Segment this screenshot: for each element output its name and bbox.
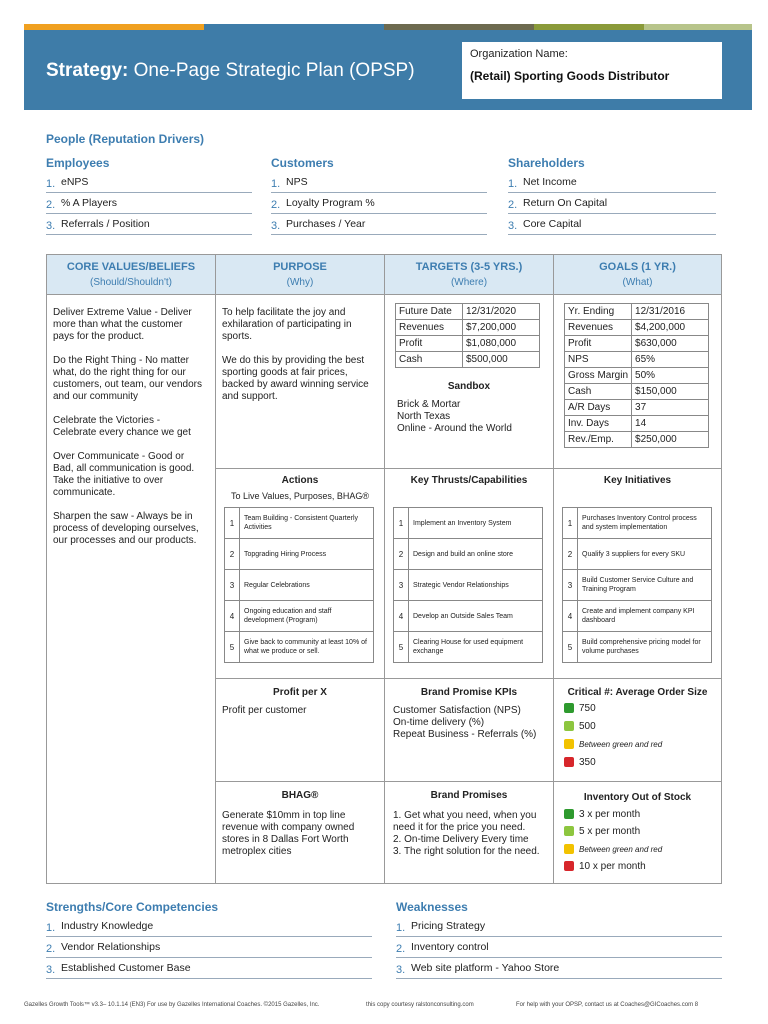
targets-table xyxy=(395,303,540,368)
title-rest: One-Page Strategic Plan (OPSP) xyxy=(128,60,415,81)
inventory-cell xyxy=(554,782,721,883)
table-row: A/R Days 37 xyxy=(565,400,709,416)
header-goals: GOALS (1 YR.) (What) xyxy=(554,255,721,295)
strengths-item-2: 2. Vendor Relationships xyxy=(46,939,372,958)
brand-promises-text: 1. Get what you need, when you need it for the price you need. 2. On-time Delivery Every time 3. The right solution for the need. xyxy=(393,810,540,857)
sandbox-title: Sandbox xyxy=(447,381,491,392)
header-targets: TARGETS (3-5 YRS.) (Where) xyxy=(385,255,554,295)
profit-per-x-title: Profit per X xyxy=(273,687,327,698)
critical-number-cell xyxy=(554,679,721,782)
purpose-text: To help facilitate the joy and exhilaration of participating in sports. We do this by providing the best sporting goods at fair prices, backed by award winning service and support. xyxy=(222,307,369,402)
table-row: Revenues $4,200,000 xyxy=(565,320,709,336)
table-row: Yr. Ending 12/31/2016 xyxy=(565,304,709,320)
table-row: NPS 65% xyxy=(565,352,709,368)
critical-level-3: Between green and red xyxy=(564,739,662,750)
table-row: Inv. Days 14 xyxy=(565,416,709,432)
list-item: 1 Purchases Inventory Control process and system implementation xyxy=(563,508,712,539)
critical-level-2: 500 xyxy=(564,721,596,732)
organization-box xyxy=(462,42,722,99)
footer-middle: this copy courtesy ralstonconsulting.com xyxy=(366,1002,474,1008)
initiatives-cell xyxy=(554,469,721,679)
list-item: 3 Build Customer Service Culture and Training Program xyxy=(563,570,712,601)
thrusts-title: Key Thrusts/Capabilities xyxy=(410,475,528,486)
core-values-cell xyxy=(47,295,216,883)
customers-item-2: 2. Loyalty Program % xyxy=(271,195,487,214)
bhag-title: BHAG® xyxy=(281,790,319,801)
table-row: Profit $1,080,000 xyxy=(396,336,540,352)
actions-title: Actions xyxy=(281,475,319,486)
critical-level-1: 750 xyxy=(564,703,596,714)
actions-cell xyxy=(216,469,385,679)
strengths-item-3: 3. Established Customer Base xyxy=(46,960,372,979)
list-item: 2 Design and build an online store xyxy=(394,539,543,570)
footer-right: For help with your OPSP, contact us at Coaches@GICoaches.com 8 xyxy=(516,1002,699,1008)
list-item: 5 Give back to community at least 10% of what we produce or sell. xyxy=(225,632,374,663)
shareholders-title: Shareholders xyxy=(508,156,585,170)
list-item: 4 Create and implement company KPI dashboard xyxy=(563,601,712,632)
employees-item-1: 1. eNPS xyxy=(46,174,252,193)
shareholders-item-2: 2. Return On Capital xyxy=(508,195,716,214)
brand-kpis-text: Customer Satisfaction (NPS) On-time delivery (%) Repeat Business - Referrals (%) xyxy=(393,705,537,740)
list-item: 2 Qualify 3 suppliers for every SKU xyxy=(563,539,712,570)
table-row: Revenues $7,200,000 xyxy=(396,320,540,336)
list-item: 3 Strategic Vendor Relationships xyxy=(394,570,543,601)
table-row: Future Date 12/31/2020 xyxy=(396,304,540,320)
weaknesses-title: Weaknesses xyxy=(396,900,468,914)
initiatives-list xyxy=(562,507,712,663)
bhag-cell xyxy=(216,782,385,883)
title-bold: Strategy: xyxy=(46,60,129,81)
employees-item-3: 3. Referrals / Position xyxy=(46,216,252,235)
yellow-status-icon xyxy=(564,739,574,749)
inventory-level-2: 5 x per month xyxy=(564,826,640,837)
list-item: 4 Ongoing education and staff development (Program) xyxy=(225,601,374,632)
table-row: Rev./Emp. $250,000 xyxy=(565,432,709,448)
weaknesses-item-2: 2. Inventory control xyxy=(396,939,722,958)
table-row: Profit $630,000 xyxy=(565,336,709,352)
light-green-status-icon xyxy=(564,826,574,836)
brand-kpis-cell xyxy=(385,679,554,782)
purpose-cell xyxy=(216,295,385,469)
table-row: Cash $150,000 xyxy=(565,384,709,400)
profit-per-x-cell xyxy=(216,679,385,782)
brand-promises-cell xyxy=(385,782,554,883)
targets-cell xyxy=(385,295,554,469)
strengths-item-1: 1. Industry Knowledge xyxy=(46,918,372,937)
light-green-status-icon xyxy=(564,721,574,731)
list-item: 5 Clearing House for used equipment exchange xyxy=(394,632,543,663)
customers-item-3: 3. Purchases / Year xyxy=(271,216,487,235)
weaknesses-item-1: 1. Pricing Strategy xyxy=(396,918,722,937)
shareholders-item-1: 1. Net Income xyxy=(508,174,716,193)
goals-table xyxy=(564,303,709,448)
inventory-title: Inventory Out of Stock xyxy=(583,792,692,803)
employees-title: Employees xyxy=(46,156,110,170)
core-values-text: Deliver Extreme Value - Deliver more than what the customer pays for the product. Do the Right Thing - No matter what, do the right thing for our customers, out team, our vendors and our community Celebrate the Victories - Celebrate every chance we get Over Communicate - Good or Bad, all communication is good. Take the initiative to over communicate. Sharpen the saw - Always be in process of developing ourselves, our processes and our products. xyxy=(53,307,202,546)
bhag-text: Generate $10mm in top line revenue with company owned stores in 8 Dallas Fort Worth metroplex cities xyxy=(222,810,355,857)
inventory-level-1: 3 x per month xyxy=(564,809,640,820)
sandbox-text: Brick & Mortar North Texas Online - Around the World xyxy=(397,399,512,434)
customers-title: Customers xyxy=(271,156,334,170)
profit-per-x-text: Profit per customer xyxy=(222,705,307,716)
header-banner xyxy=(24,30,752,110)
opsp-grid xyxy=(46,254,722,884)
inventory-level-3: Between green and red xyxy=(564,844,662,855)
green-status-icon xyxy=(564,809,574,819)
list-item: 1 Implement an Inventory System xyxy=(394,508,543,539)
red-status-icon xyxy=(564,861,574,871)
critical-level-4: 350 xyxy=(564,757,596,768)
list-item: 3 Regular Celebrations xyxy=(225,570,374,601)
list-item: 5 Build comprehensive pricing model for volume purchases xyxy=(563,632,712,663)
green-status-icon xyxy=(564,703,574,713)
shareholders-item-3: 3. Core Capital xyxy=(508,216,716,235)
employees-item-2: 2. % A Players xyxy=(46,195,252,214)
organization-value: (Retail) Sporting Goods Distributor xyxy=(470,69,670,83)
page-title xyxy=(46,60,415,82)
goals-cell xyxy=(554,295,721,469)
header-core-values: CORE VALUES/BELIEFS (Should/Shouldn't) xyxy=(47,255,216,295)
thrusts-list xyxy=(393,507,543,663)
header-purpose: PURPOSE (Why) xyxy=(216,255,385,295)
list-item: 1 Team Building - Consistent Quarterly Activities xyxy=(225,508,374,539)
inventory-level-4: 10 x per month xyxy=(564,861,646,872)
yellow-status-icon xyxy=(564,844,574,854)
strengths-title: Strengths/Core Competencies xyxy=(46,900,219,914)
organization-label: Organization Name: xyxy=(470,48,568,60)
weaknesses-item-3: 3. Web site platform - Yahoo Store xyxy=(396,960,722,979)
table-row: Cash $500,000 xyxy=(396,352,540,368)
list-item: 4 Develop an Outside Sales Team xyxy=(394,601,543,632)
initiatives-title: Key Initiatives xyxy=(603,475,672,486)
actions-list xyxy=(224,507,374,663)
people-title: People (Reputation Drivers) xyxy=(46,132,205,146)
thrusts-cell xyxy=(385,469,554,679)
customers-item-1: 1. NPS xyxy=(271,174,487,193)
footer-left: Gazelles Growth Tools™ v3.3– 10.1.14 (EN3) For use by Gazelles International Coaches. ©2015 Gazelles, Inc. xyxy=(24,1002,320,1008)
actions-subtitle: To Live Values, Purposes, BHAG® xyxy=(230,491,370,501)
brand-kpis-title: Brand Promise KPIs xyxy=(420,687,518,698)
brand-promises-title: Brand Promises xyxy=(430,790,508,801)
list-item: 2 Topgrading Hiring Process xyxy=(225,539,374,570)
critical-number-title: Critical #: Average Order Size xyxy=(567,687,708,698)
table-row: Gross Margin 50% xyxy=(565,368,709,384)
red-status-icon xyxy=(564,757,574,767)
